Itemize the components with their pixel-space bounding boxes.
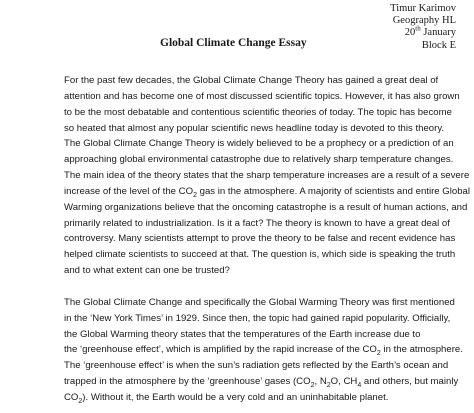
paragraph-1-line-10: primarily related to industrialization. Is it a fact? The theory is known to have a great deal of [64,217,450,229]
co2-subscript: 2 [310,381,315,389]
paragraph-1-line-1: For the past few decades, the Global Climate Change Theory has gained a great deal of [64,75,439,86]
paragraph-1-line-8 [64,184,474,200]
paragraph-2-line-7 [64,390,474,406]
author-name: Timur Karimov [390,3,456,14]
date-suffix: th [415,24,421,33]
essay-title: Global Climate Change Essay [160,37,307,49]
p2-line-6-part-b: , N [314,376,327,388]
paragraph-gap [64,279,474,295]
paragraph-1-line-13: and to what extent can one be trusted? [64,265,230,277]
co2-subscript: 2 [193,191,197,199]
paragraph-1-line-6: approaching global environmental catastrophe due to relatively sharp temperature changes. [64,154,454,166]
p2-line-6-part-d: and others, but mainly [361,376,459,388]
paragraph-2-line-2: in the ‘New York Times’ in 1929. Since then, the topic had gained rapid popularity. Officially, [64,312,451,324]
paragraph-1-line-3: to be the most debatable and contentious scientific theories of today. The topic has become [64,106,452,118]
p2-line-6-part-a: trapped in the atmosphere by the ‘greenhouse’ gases (CO [64,376,311,388]
paragraph-2-line-5: The ‘greenhouse effect’ is when the sun’s radiation gets reflected by the Earth’s ocean and [64,360,449,372]
p2-line-6-part-c: O, CH [330,376,358,388]
paragraph-1-line-11: controversy. Many scientists attempt to prove the theory to be false and recent evidence has [64,233,456,245]
paragraph-1-line-7: The main idea of the theory states that the sharp temperature increases are a result of a severe [64,170,470,182]
line-8-part-a: increase of the level of the CO [64,185,194,197]
subject-name: Geography HL [392,15,456,27]
co2-subscript: 2 [78,397,83,405]
essay-body [64,73,474,406]
block-label: Block E [421,39,456,51]
paragraph-2-line-6 [64,374,474,390]
paragraph-2-line-4 [64,342,474,358]
paragraph-1-line-12: helped climate scientists to succeed at that. The question is, which side is speaking the truth [64,249,456,261]
line-8-part-b: gas in the atmosphere. A majority of scientists and entire Global [196,185,471,197]
paragraph-1-line-9: Warming organizations believe that the oncoming catastrophe is a result of human actions, and [64,201,468,213]
date-day: 20 [404,27,416,39]
p2-line-4-part-b: in the atmosphere. [380,344,463,356]
paragraph-2-line-1: The Global Climate Change and specifically the Global Warming Theory was first mentioned [64,296,455,308]
paragraph-1-line-4: so heated that almost any popular scientific news headline today is devoted to this theory. [64,122,445,134]
p2-line-4-part-a: the ‘greenhouse effect’, which is amplified by the rapid increase of the CO [64,344,377,356]
essay-date [390,24,456,39]
paragraph-1-line-5: The Global Climate Change Theory is widely believed to be a prophecy or a prediction of an [64,138,454,150]
paragraph-2-line-3: the Global Warming theory states that the temperatures of the Earth increase due to [64,328,421,340]
co2-subscript: 2 [376,350,381,358]
n2o-subscript: 2 [326,381,331,389]
p2-line-7-part-a: CO [64,391,79,403]
date-month: January [420,27,456,39]
paragraph-1-line-2: attention and has become one of most discussed scientific topics. However, it has also grown [64,90,460,102]
p2-line-7-part-b: ). Without it, the Earth would be a very cold and an uninhabitable planet. [82,391,389,403]
ch4-subscript: 4 [357,381,362,389]
essay-header [390,3,456,52]
